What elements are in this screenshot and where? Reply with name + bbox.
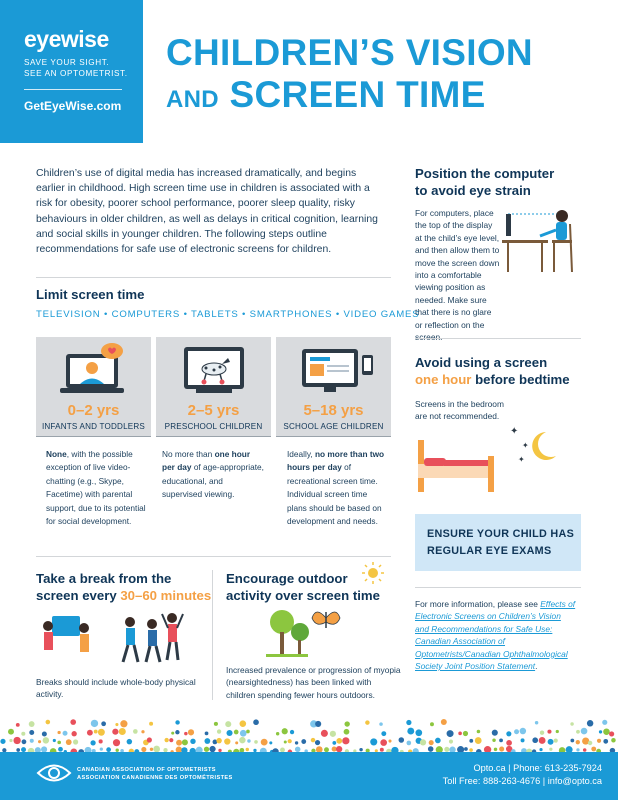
association-name-fr: ASSOCIATION CANADIENNE DES OPTOMÉTRISTES xyxy=(77,775,233,781)
confetti-dot xyxy=(205,731,209,735)
confetti-dot xyxy=(149,722,153,726)
confetti-dot xyxy=(8,729,14,735)
tagline-line-1: SAVE YOUR SIGHT. xyxy=(24,58,110,67)
divider xyxy=(415,338,581,339)
confetti-dot xyxy=(240,720,247,727)
confetti-dot xyxy=(588,741,592,745)
confetti-dot xyxy=(182,739,188,745)
confetti-dot xyxy=(342,737,349,744)
dotted-band xyxy=(0,716,618,754)
confetti-dot xyxy=(492,730,498,736)
confetti-dot xyxy=(147,737,152,742)
avoid-screen-text: Screens in the bedroom are not recommended. xyxy=(415,399,504,422)
outdoor-heading-line-2: activity over screen time xyxy=(226,588,380,603)
tv-rocking-horse-icon xyxy=(156,337,271,399)
confetti-dot xyxy=(430,722,434,726)
group-preschool-label: PRESCHOOL CHILDREN xyxy=(164,422,263,431)
brand-divider xyxy=(24,89,122,90)
confetti-dot xyxy=(30,739,34,743)
sun-icon xyxy=(362,562,384,584)
confetti-dot xyxy=(587,720,593,726)
exam-line-1: ENSURE YOUR CHILD HAS xyxy=(427,528,575,540)
break-heading xyxy=(36,570,211,604)
trees-butterfly-icon xyxy=(266,604,346,659)
confetti-dot xyxy=(234,730,239,735)
association-name-en: CANADIAN ASSOCIATION OF OPTOMETRISTS xyxy=(77,767,216,773)
position-statement-link[interactable]: Effects of Electronic Screens on Children’s Vision and Recommendations for Safe Use: Canadian Association of Optometrists/Canadian Ophthalmological Society Joint Position Statement xyxy=(415,599,576,672)
confetti-dot xyxy=(494,748,497,751)
rec-preschool xyxy=(162,448,264,502)
tile-underline xyxy=(276,436,391,437)
confetti-dot xyxy=(29,730,34,735)
rec-infants-text: , with the possible exception of live video-chatting (e.g., Skype, Facetime) with parental support, due to its potential for social development. xyxy=(46,449,146,527)
avoid-heading-one-hour: one hour xyxy=(415,372,472,387)
eye-logo-icon xyxy=(36,760,72,786)
avoid-screen-heading xyxy=(415,354,570,388)
confetti-dot xyxy=(477,730,481,734)
confetti-dot xyxy=(469,739,473,743)
rec-school-text: of recreational screen time. Individual screen time plans should be based on development and needs. xyxy=(287,462,382,527)
confetti-dot xyxy=(315,740,320,745)
divider xyxy=(36,556,391,557)
confetti-dot xyxy=(311,738,316,743)
rec-infants-bold: None xyxy=(46,449,67,459)
confetti-dot xyxy=(554,738,558,742)
confetti-dot xyxy=(0,739,5,744)
monitor-phone-icon xyxy=(276,337,391,399)
confetti-dot xyxy=(336,738,342,744)
confetti-dot xyxy=(602,720,607,725)
confetti-dot xyxy=(16,723,20,727)
confetti-dot xyxy=(463,731,468,736)
confetti-dot xyxy=(492,738,495,741)
svg-text:✦: ✦ xyxy=(518,455,525,464)
confetti-dot xyxy=(284,741,287,744)
exam-line-2: REGULAR EYE EXAMS xyxy=(427,545,552,557)
confetti-dot xyxy=(184,732,187,735)
more-info-suffix: . xyxy=(535,661,538,672)
confetti-dot xyxy=(428,746,434,752)
confetti-dot xyxy=(521,738,525,742)
rec-infants xyxy=(46,448,148,528)
confetti-dot xyxy=(447,730,454,737)
confetti-dot xyxy=(547,730,551,734)
confetti-dot xyxy=(120,720,127,727)
contact-line-1[interactable]: Opto.ca | Phone: 613-235-7924 xyxy=(473,763,602,773)
confetti-dot xyxy=(269,741,272,744)
svg-text:✦: ✦ xyxy=(510,426,519,437)
confetti-dot xyxy=(514,729,519,734)
confetti-dot xyxy=(175,720,179,724)
confetti-dot xyxy=(13,737,20,744)
more-info-prefix: For more information, please see xyxy=(415,599,538,609)
confetti-dot xyxy=(254,740,258,744)
tile-underline xyxy=(156,436,271,437)
tile-underline xyxy=(36,436,151,437)
confetti-dot xyxy=(499,738,503,742)
confetti-dot xyxy=(344,721,349,726)
confetti-dot xyxy=(43,737,49,743)
confetti-dot xyxy=(22,739,27,744)
confetti-dot xyxy=(240,730,247,737)
title-line-1: CHILDREN’S VISION xyxy=(166,32,533,73)
confetti-dot xyxy=(535,721,538,724)
confetti-dot xyxy=(46,720,51,725)
confetti-dot xyxy=(576,740,580,744)
confetti-dot xyxy=(591,747,596,752)
rec-school-pre: Ideally, xyxy=(287,449,315,459)
confetti-dot xyxy=(464,747,468,751)
laptop-video-chat-icon xyxy=(36,337,151,399)
avoid-heading-line-1: Avoid using a screen xyxy=(415,355,548,370)
rec-school-bold: no more than two hours per day xyxy=(287,449,385,473)
confetti-dot xyxy=(90,740,95,745)
confetti-dot xyxy=(119,728,126,735)
confetti-dot xyxy=(520,728,527,735)
confetti-dot xyxy=(603,739,608,744)
confetti-dot xyxy=(87,730,93,736)
confetti-dot xyxy=(475,737,482,744)
confetti-dot xyxy=(429,740,434,745)
break-heading-line-1: Take a break from the xyxy=(36,571,172,586)
age-2-5: 2–5 yrs xyxy=(187,402,240,419)
confetti-dot xyxy=(532,737,538,743)
column-divider xyxy=(212,570,213,700)
confetti-dot xyxy=(290,730,294,734)
confetti-dot xyxy=(506,740,512,746)
tagline-line-2: SEE AN OPTOMETRIST. xyxy=(24,69,128,78)
confetti-dot xyxy=(91,720,98,727)
page-title xyxy=(166,32,533,121)
confetti-dot xyxy=(175,730,179,734)
confetti-dot xyxy=(150,748,153,751)
break-text: Breaks should include whole-body physical activity. xyxy=(36,677,196,700)
limit-screen-time-heading: Limit screen time xyxy=(36,287,145,302)
position-heading xyxy=(415,165,554,199)
confetti-dot xyxy=(115,723,118,726)
confetti-dot xyxy=(420,739,426,745)
confetti-dot xyxy=(127,739,132,744)
confetti-dot xyxy=(57,741,61,745)
confetti-dot xyxy=(71,731,76,736)
divider xyxy=(415,587,581,588)
confetti-dot xyxy=(506,731,511,736)
confetti-dot xyxy=(388,740,391,743)
confetti-dot xyxy=(406,720,411,725)
confetti-dot xyxy=(576,730,580,734)
confetti-dot xyxy=(29,721,35,727)
confetti-dot xyxy=(379,722,383,726)
confetti-dot xyxy=(224,738,230,744)
confetti-dot xyxy=(499,746,504,751)
confetti-dot xyxy=(548,739,554,745)
confetti-dot xyxy=(597,739,601,743)
title-screen-time: SCREEN TIME xyxy=(229,74,486,115)
position-text xyxy=(415,207,585,343)
confetti-dot xyxy=(204,738,210,744)
confetti-dot xyxy=(94,730,98,734)
age-0-2: 0–2 yrs xyxy=(67,402,120,419)
confetti-dot xyxy=(246,730,250,734)
rec-preschool-text: of age-appropriate, educational, and supervised viewing. xyxy=(162,462,264,500)
confetti-dot xyxy=(301,739,306,744)
confetti-dot xyxy=(176,740,182,746)
contact-line-2[interactable]: Toll Free: 888-263-4676 | info@opto.ca xyxy=(442,776,602,786)
divider xyxy=(36,277,391,278)
confetti-dot xyxy=(330,731,336,737)
confetti-dot xyxy=(570,722,573,725)
confetti-dot xyxy=(188,729,194,735)
confetti-dot xyxy=(57,731,60,734)
confetti-dot xyxy=(599,730,602,733)
confetti-dot xyxy=(70,719,76,725)
svg-text:✦: ✦ xyxy=(522,441,529,450)
title-and: AND xyxy=(166,86,219,113)
age-5-18: 5–18 yrs xyxy=(303,402,364,419)
eye-exam-callout xyxy=(415,514,581,571)
confetti-dot xyxy=(112,729,118,735)
group-infants-label: INFANTS AND TODDLERS xyxy=(41,422,146,431)
confetti-dot xyxy=(21,732,25,736)
confetti-dot xyxy=(282,728,288,734)
confetti-dot xyxy=(63,731,68,736)
confetti-dot xyxy=(435,738,441,744)
brand-box xyxy=(0,0,143,143)
confetti-dot xyxy=(556,730,559,733)
rec-preschool-pre: No more than xyxy=(162,449,215,459)
device-list: TELEVISION • COMPUTERS • TABLETS • SMARTPHONES • VIDEO GAMES xyxy=(36,309,420,320)
position-text-body: For computers, place the top of the display at the child’s eye level, and then allow them to move the screen down into a comfortable viewing position as needed. Make sure that there is no glare or reflection on the xyxy=(415,208,500,330)
confetti-dot xyxy=(53,739,56,742)
more-info xyxy=(415,598,577,672)
contact-info xyxy=(443,762,602,788)
confetti-dot xyxy=(539,737,546,744)
break-heading-line-2 xyxy=(36,587,211,604)
outdoor-heading-line-1: Encourage outdoor xyxy=(226,571,348,586)
confetti-dot xyxy=(458,732,462,736)
confetti-dot xyxy=(381,731,386,736)
confetti-dot xyxy=(321,730,328,737)
intro-paragraph: Children’s use of digital media has increased dramatically, and begins earlier in childhood. High screen time use in children is associated with a risk for obesity, poorer school performance, poorer sleep quality, risky behaviours in older children, as well as delays in critical cognition, learning and social skills in younger children. The following steps outline recommendations for safe use of electronic screens for children. xyxy=(36,168,378,256)
confetti-dot xyxy=(253,719,259,725)
confetti-dot xyxy=(359,748,362,751)
confetti-dot xyxy=(449,739,453,743)
rec-preschool-bold: one hour per day xyxy=(162,449,251,473)
confetti-dot xyxy=(235,741,238,744)
brand-url-link[interactable]: GetEyeWise.com xyxy=(24,99,122,113)
children-playing-icon xyxy=(38,610,188,668)
confetti-dot xyxy=(58,747,63,752)
outdoor-text: Increased prevalence or progression of myopia (nearsightedness) has been linked with children spending fewer hours outdoors. xyxy=(226,665,401,700)
confetti-dot xyxy=(539,748,542,751)
confetti-dot xyxy=(141,730,144,733)
confetti-dot xyxy=(73,739,78,744)
brand-tagline xyxy=(24,57,143,79)
avoid-heading-text: before bedtime xyxy=(471,372,570,387)
confetti-dot xyxy=(66,739,72,745)
confetti-dot xyxy=(611,738,616,743)
confetti-dot xyxy=(9,739,12,742)
confetti-dot xyxy=(42,731,47,736)
confetti-dot xyxy=(113,739,120,746)
confetti-dot xyxy=(246,748,249,751)
association-name xyxy=(77,766,233,782)
confetti-dot xyxy=(344,729,350,735)
confetti-dot xyxy=(288,739,292,743)
confetti-dot xyxy=(276,732,279,735)
confetti-dot xyxy=(100,747,103,750)
confetti-dot xyxy=(570,739,574,743)
confetti-dot xyxy=(370,738,377,745)
confetti-dot xyxy=(315,721,321,727)
confetti-dot xyxy=(549,748,552,751)
confetti-dot xyxy=(407,728,414,735)
confetti-dot xyxy=(216,738,221,743)
confetti-dot xyxy=(365,720,369,724)
break-heading-text: screen every xyxy=(36,588,121,603)
confetti-dot xyxy=(98,729,105,736)
confetti-dot xyxy=(247,739,250,742)
confetti-dot xyxy=(603,728,610,735)
confetti-dot xyxy=(540,731,544,735)
confetti-dot xyxy=(164,738,168,742)
avoid-heading-line-2 xyxy=(415,371,570,388)
bed-moon-stars-icon xyxy=(418,418,583,494)
confetti-dot xyxy=(190,739,195,744)
confetti-dot xyxy=(609,731,614,736)
break-heading-minutes: 30–60 minutes xyxy=(120,588,212,603)
confetti-dot xyxy=(133,729,138,734)
position-heading-line-1: Position the computer xyxy=(415,166,555,181)
confetti-dot xyxy=(38,740,41,743)
confetti-dot xyxy=(295,741,298,744)
confetti-dot xyxy=(99,739,103,743)
confetti-dot xyxy=(380,739,387,746)
confetti-dot xyxy=(225,721,231,727)
position-heading-line-2: to avoid eye strain xyxy=(415,183,531,198)
outdoor-heading xyxy=(226,570,380,604)
confetti-dot xyxy=(239,737,245,743)
group-school-label: SCHOOL AGE CHILDREN xyxy=(283,422,384,431)
confetti-dot xyxy=(217,729,221,733)
title-line-2 xyxy=(166,74,533,121)
brand-logo: eyewise xyxy=(24,26,109,52)
confetti-dot xyxy=(415,729,422,736)
confetti-dot xyxy=(581,728,588,735)
rec-school-age xyxy=(287,448,387,528)
confetti-dot xyxy=(171,732,174,735)
confetti-dot xyxy=(407,741,412,746)
confetti-dot xyxy=(399,737,405,743)
confetti-dot xyxy=(101,721,106,726)
confetti-dot xyxy=(332,741,336,745)
confetti-dot xyxy=(441,719,447,725)
confetti-dot xyxy=(169,738,173,742)
confetti-dot xyxy=(226,730,232,736)
confetti-dot xyxy=(214,722,218,726)
confetti-dot xyxy=(261,739,268,746)
